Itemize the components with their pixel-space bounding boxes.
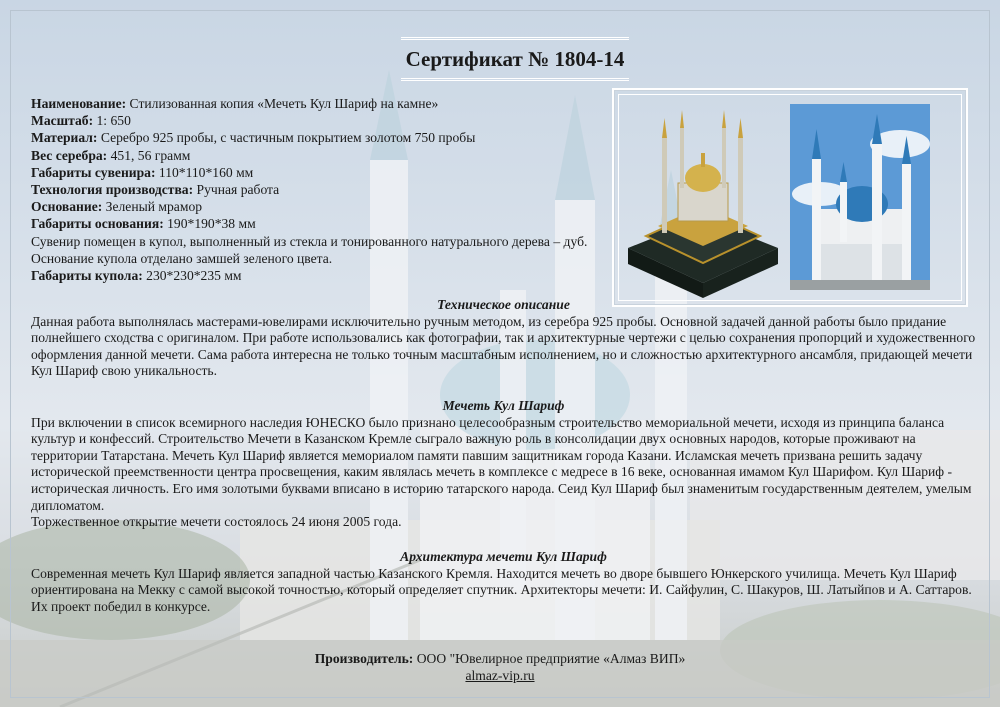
website-row [0,668,1000,684]
manufacturer-label: Производитель: [314,651,414,666]
photo-frame [612,88,968,307]
dome-note-1: Сувенир помещен в купол, выполненный из стекла и тонированного натурального дерева – дуб. [31,233,588,249]
mosque-text: При включении в список всемирного наследия ЮНЕСКО было признано целесообразным строительство мемориальной мечети, исходя из принципа баланса культур и конфессий. Строительство Мечети в Казанском Кремле сыграло важную роль в консолидации двух основных народов, которые проживают на территории Татарстана. Мечеть Кул Шариф является мемориалом памяти павшим защитникам города Казани. Исламская мечеть призвана решить задачу исторической преемственности центра просвещения, каким являлась мечеть в комплексе с медресе в 16 веке, основанная имамом Кул Шарифом. Кул Шариф - историческая личность. Его имя золотыми буквами вписано в историю татарского народа. Сеид Кул Шариф был знаменитым государственным деятелем, умелым дипломатом. [31,414,972,513]
souvenir-photo [618,98,788,298]
website-link[interactable]: almaz-vip.ru [465,668,535,683]
spec-material: Материал: Серебро 925 пробы, с частичным покрытием золотом 750 пробы [31,130,476,146]
tech-section [31,297,976,380]
specs-list [31,95,631,284]
architecture-section [31,549,976,615]
tech-heading: Техническое описание [437,297,570,312]
architecture-heading: Архитектура мечети Кул Шариф [400,549,607,564]
certificate-title-text: Сертификат № 1804-14 [405,46,625,71]
spec-dome-size: Габариты купола: 230*230*235 мм [31,268,242,284]
spec-souvenir-size: Габариты сувенира: 110*110*160 мм [31,164,254,180]
spec-scale: Масштаб: 1: 650 [31,113,131,129]
dome-note-2: Основание купола отделано замшей зеленого цвета. [31,250,333,266]
manufacturer-value: ООО "Ювелирное предприятие «Алмаз ВИП» [413,651,686,666]
spec-base-size: Габариты основания: 190*190*38 мм [31,216,256,232]
manufacturer [0,651,1000,667]
mosque-opening-text: Торжественное открытие мечети состоялось 24 июня 2005 года. [31,514,402,530]
spec-name: Наименование: Стилизованная копия «Мечеть Кул Шариф на камне» [31,96,439,111]
architecture-text: Современная мечеть Кул Шариф является западной частью Казанского Кремля. Находится мечеть во дворе бывшего Юнкерского училища. Мечеть Кул Шариф ориентирована на Мекку с самой высокой точностью, который определяет спутник. Архитекторы мечети: И. Сайфулин, С. Шакуров, Ш. Латыйпов и А. Саттаров. [31,565,972,598]
spec-silver-weight: Вес серебра: 451, 56 грамм [31,147,191,163]
mosque-heading: Мечеть Кул Шариф [442,398,565,413]
certificate-title [401,37,629,81]
spec-technology: Технология производства: Ручная работа [31,182,280,198]
mosque-section [31,398,976,531]
spec-base: Основание: Зеленый мрамор [31,199,203,215]
mosque-photo [790,104,930,290]
tech-text: Данная работа выполнялась мастерами-ювелирами исключительно ручным методом, из серебра 925 пробы. Основной задачей данной работы было придание полнейшего сходства с оригиналом. При работе использовались как фотографии, так и архитектурные чертежи с целью сохранения пропорций и художественного оформления данной мечети. Сама работа интересна не только точным масштабным исполнением, но и сложностью архитектурного ансамбля, придающей мечети Кул Шариф свою уникальность. [31,313,976,379]
architecture-contest-text: Их проект победил в конкурсе. [31,598,211,614]
